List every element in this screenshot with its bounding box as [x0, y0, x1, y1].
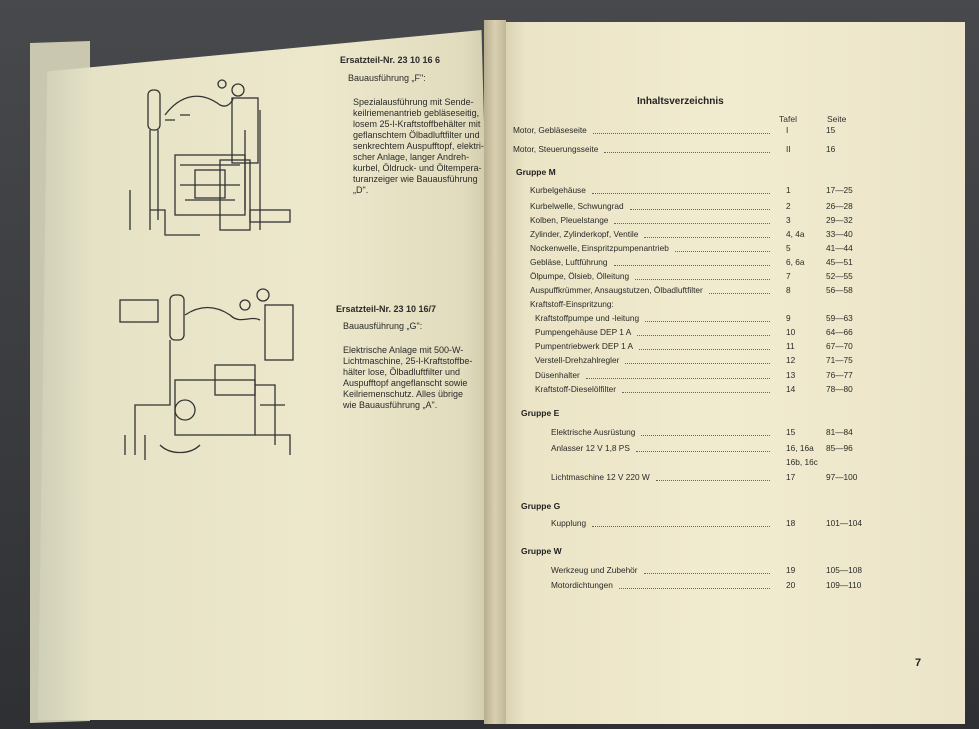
toc-row-label: Ölpumpe, Ölsieb, Ölleitung [530, 271, 630, 281]
toc-row-tafel: 16, 16a [786, 443, 814, 453]
toc-row-seite: 85—96 [826, 443, 853, 453]
toc-row-tafel: 9 [786, 313, 791, 323]
toc-row-seite: 71—75 [826, 355, 853, 365]
toc-row-label: Düsenhalter [535, 370, 580, 380]
engine-diagram-g [115, 285, 330, 465]
toc-group-heading: Gruppe W [521, 546, 562, 556]
toc-row-tafel: II [786, 144, 791, 154]
toc-row-label: Gebläse, Luftführung [530, 257, 608, 267]
toc-leader-dots [656, 480, 770, 481]
part1-line-0: Spezialausführung mit Sende- [353, 97, 474, 107]
toc-group-heading: Gruppe E [521, 408, 560, 418]
toc-row-tafel: 3 [786, 215, 791, 225]
toc-leader-dots [675, 251, 770, 252]
toc-leader-dots [614, 265, 771, 266]
toc-row-label: Motor, Steuerungsseite [513, 144, 599, 154]
toc-row-label: Nockenwelle, Einspritzpumpenantrieb [530, 243, 669, 253]
toc-row-seite: 16 [826, 144, 836, 154]
toc-leader-dots [709, 293, 770, 294]
toc-leader-dots [604, 152, 770, 153]
toc-leader-dots [625, 363, 770, 364]
toc-row-tafel: 17 [786, 472, 796, 482]
toc-leader-dots [630, 209, 770, 210]
part2-line-1: Lichtmaschine, 25-l-Kraftstoffbe- [343, 356, 473, 366]
toc-row-seite: 105—108 [826, 565, 862, 575]
page-number: 7 [915, 657, 922, 669]
toc-row-label: Kurbelgehäuse [530, 185, 586, 195]
toc-row-seite: 41—44 [826, 243, 853, 253]
toc-row-tafel: 8 [786, 285, 791, 295]
toc-row-label: Kupplung [551, 518, 587, 528]
toc-row-seite: 64—66 [826, 327, 853, 337]
toc-row-label: Kolben, Pleuelstange [530, 215, 609, 225]
part1-line-7: turanzeiger wie Bauausführung [353, 174, 478, 184]
toc-row-label: Lichtmaschine 12 V 220 W [551, 472, 650, 482]
engine-diagram-f [120, 70, 335, 245]
toc-row-label: Kraftstoff-Einspritzung: [530, 299, 614, 309]
toc-row-label: Motor, Gebläseseite [513, 125, 587, 135]
toc-leader-dots [586, 378, 770, 379]
part2-line-4: Keilriemenschutz. Alles übrige [343, 389, 464, 399]
toc-row-tafel: 10 [786, 327, 796, 337]
toc-row-label: Zylinder, Zylinderkopf, Ventile [530, 229, 639, 239]
toc-row-label: Verstell-Drehzahlregler [535, 355, 620, 365]
toc-row-label: Kurbelwelle, Schwungrad [530, 201, 624, 211]
toc-row-seite: 59—63 [826, 313, 853, 323]
toc-row-seite: 52—55 [826, 271, 853, 281]
toc-row-seite: 33—40 [826, 229, 853, 239]
part2-title: Ersatzteil-Nr. 23 10 16/7 [336, 304, 437, 314]
toc-row-label: Motordichtungen [551, 580, 613, 590]
toc-leader-dots [592, 526, 770, 527]
toc-row-tafel: 16b, 16c [786, 457, 818, 467]
part2-variant: Bauausführung „G": [343, 321, 423, 331]
toc-leader-dots [641, 435, 770, 436]
toc-group-heading: Gruppe G [521, 501, 561, 511]
part1-line-3: geflanschtem Ölbadluftfilter und [353, 130, 480, 140]
part1-title: Ersatzteil-Nr. 23 10 16 6 [340, 55, 441, 65]
toc-row-tafel: 12 [786, 355, 796, 365]
toc-leader-dots [644, 573, 770, 574]
toc-leader-dots [593, 133, 770, 134]
toc-leader-dots [592, 193, 770, 194]
book-spine [484, 20, 506, 724]
part1-variant: Bauausführung „F": [348, 73, 426, 83]
toc-row-label: Pumpengehäuse DEP 1 A [535, 327, 632, 337]
part1-line-8: „D". [353, 185, 369, 195]
toc-row-seite: 15 [826, 125, 836, 135]
toc-row-tafel: 15 [786, 427, 796, 437]
toc-row-seite: 101—104 [826, 518, 862, 528]
toc-row-tafel: I [786, 125, 789, 135]
toc-leader-dots [635, 279, 770, 280]
toc-row-tafel: 4, 4a [786, 229, 805, 239]
toc-row-seite: 67—70 [826, 341, 853, 351]
toc-leader-dots [637, 335, 770, 336]
part2-line-2: hälter lose, Ölbadluftfilter und [343, 367, 461, 377]
part2-line-5: wie Bauausführung „A". [343, 400, 438, 410]
toc-row-label: Kraftstoff-Dieselölfilter [535, 384, 616, 394]
toc-leader-dots [619, 588, 770, 589]
toc-row-seite: 26—28 [826, 201, 853, 211]
toc-row-tafel: 7 [786, 271, 791, 281]
part1-line-2: losem 25-l-Kraftstoffbehälter mit [353, 119, 481, 129]
toc-row-label: Auspuffkrümmer, Ansaugstutzen, Ölbadluftfilter [530, 285, 703, 295]
toc-leader-dots [644, 237, 770, 238]
toc-row-seite: 81—84 [826, 427, 853, 437]
toc-row-tafel: 18 [786, 518, 796, 528]
toc-col-seite: Seite [827, 114, 847, 124]
toc-col-tafel: Tafel [779, 114, 797, 124]
toc-row-tafel: 1 [786, 185, 791, 195]
toc-leader-dots [622, 392, 770, 393]
toc-group-heading: Gruppe M [516, 167, 556, 177]
part2-line-3: Auspufftopf angeflanscht sowie [343, 378, 468, 388]
toc-leader-dots [614, 223, 770, 224]
toc-row-label: Anlasser 12 V 1,8 PS [551, 443, 630, 453]
toc-row-seite: 109—110 [826, 580, 862, 590]
toc-row-seite: 97—100 [826, 472, 858, 482]
toc-row-tafel: 13 [786, 370, 796, 380]
toc-row-tafel: 2 [786, 201, 791, 211]
toc-row-seite: 45—51 [826, 257, 853, 267]
toc-row-label: Werkzeug und Zubehör [551, 565, 638, 575]
toc-row-seite: 78—80 [826, 384, 853, 394]
toc-row-seite: 17—25 [826, 185, 853, 195]
part1-line-4: senkrechtem Auspufftopf, elektri- [353, 141, 484, 151]
toc-row-seite: 76—77 [826, 370, 853, 380]
toc-row-tafel: 6, 6a [786, 257, 805, 267]
toc-row-tafel: 5 [786, 243, 791, 253]
toc-title: Inhaltsverzeichnis [637, 96, 724, 107]
part1-line-5: scher Anlage, langer Andreh- [353, 152, 470, 162]
toc-row-tafel: 19 [786, 565, 796, 575]
toc-leader-dots [645, 321, 770, 322]
toc-row-tafel: 20 [786, 580, 796, 590]
part1-line-6: kurbel, Öldruck- und Öltempera- [353, 163, 482, 173]
toc-row-tafel: 11 [786, 341, 795, 351]
part2-line-0: Elektrische Anlage mit 500-W- [343, 345, 464, 355]
toc-leader-dots [639, 349, 770, 350]
toc-row-label: Elektrische Ausrüstung [551, 427, 636, 437]
toc-row-label: Kraftstoffpumpe und -leitung [535, 313, 640, 323]
toc-row-tafel: 14 [786, 384, 796, 394]
toc-row-label: Pumpentriebwerk DEP 1 A [535, 341, 634, 351]
toc-row-seite: 56—58 [826, 285, 853, 295]
part1-line-1: keilriemenantrieb gebläseseitig, [353, 108, 480, 118]
toc-row-seite: 29—32 [826, 215, 853, 225]
toc-leader-dots [636, 451, 770, 452]
